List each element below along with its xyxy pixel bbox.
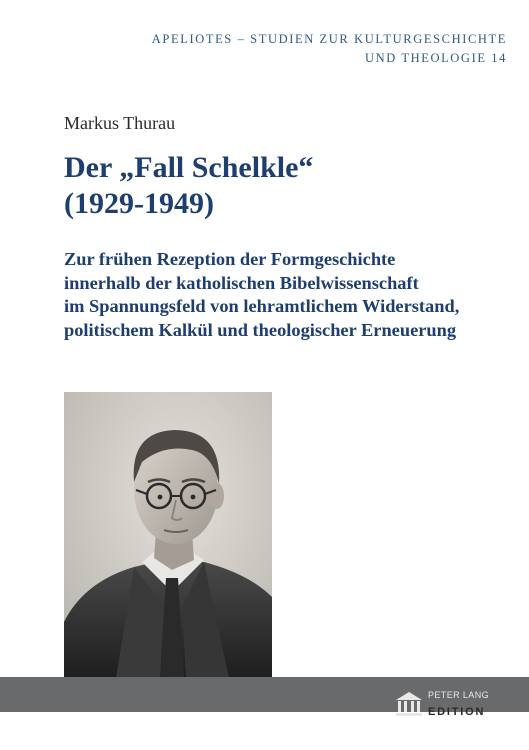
book-subtitle [64, 248, 459, 342]
publisher-text [428, 690, 489, 718]
temple-icon [394, 689, 424, 719]
publisher-name: PETER LANG [427, 690, 489, 700]
title-line-1: Der „Fall Schelkle“ [64, 151, 314, 184]
portrait-photo [64, 392, 272, 678]
title-line-2: (1929-1949) [64, 187, 214, 220]
subtitle-line-3: im Spannungsfeld von lehramtlichem Widerstand, [64, 296, 460, 316]
series-line-1: APELIOTES – STUDIEN ZUR KULTURGESCHICHTE [151, 32, 507, 46]
subtitle-line-1: Zur frühen Rezeption der Formgeschichte [64, 249, 396, 269]
publisher-edition: EDITION [427, 706, 486, 718]
series-heading [152, 30, 507, 68]
subtitle-line-4: politischem Kalkül und theologischer Erneuerung [64, 319, 457, 340]
subtitle-line-2: innerhalb der katholischen Bibelwissenschaft [64, 272, 419, 293]
book-title [64, 150, 313, 222]
portrait-illustration [64, 392, 272, 678]
publisher-logo [394, 690, 489, 719]
author-name: Markus Thurau [64, 113, 176, 133]
series-line-2: UND THEOLOGIE 14 [364, 51, 507, 65]
